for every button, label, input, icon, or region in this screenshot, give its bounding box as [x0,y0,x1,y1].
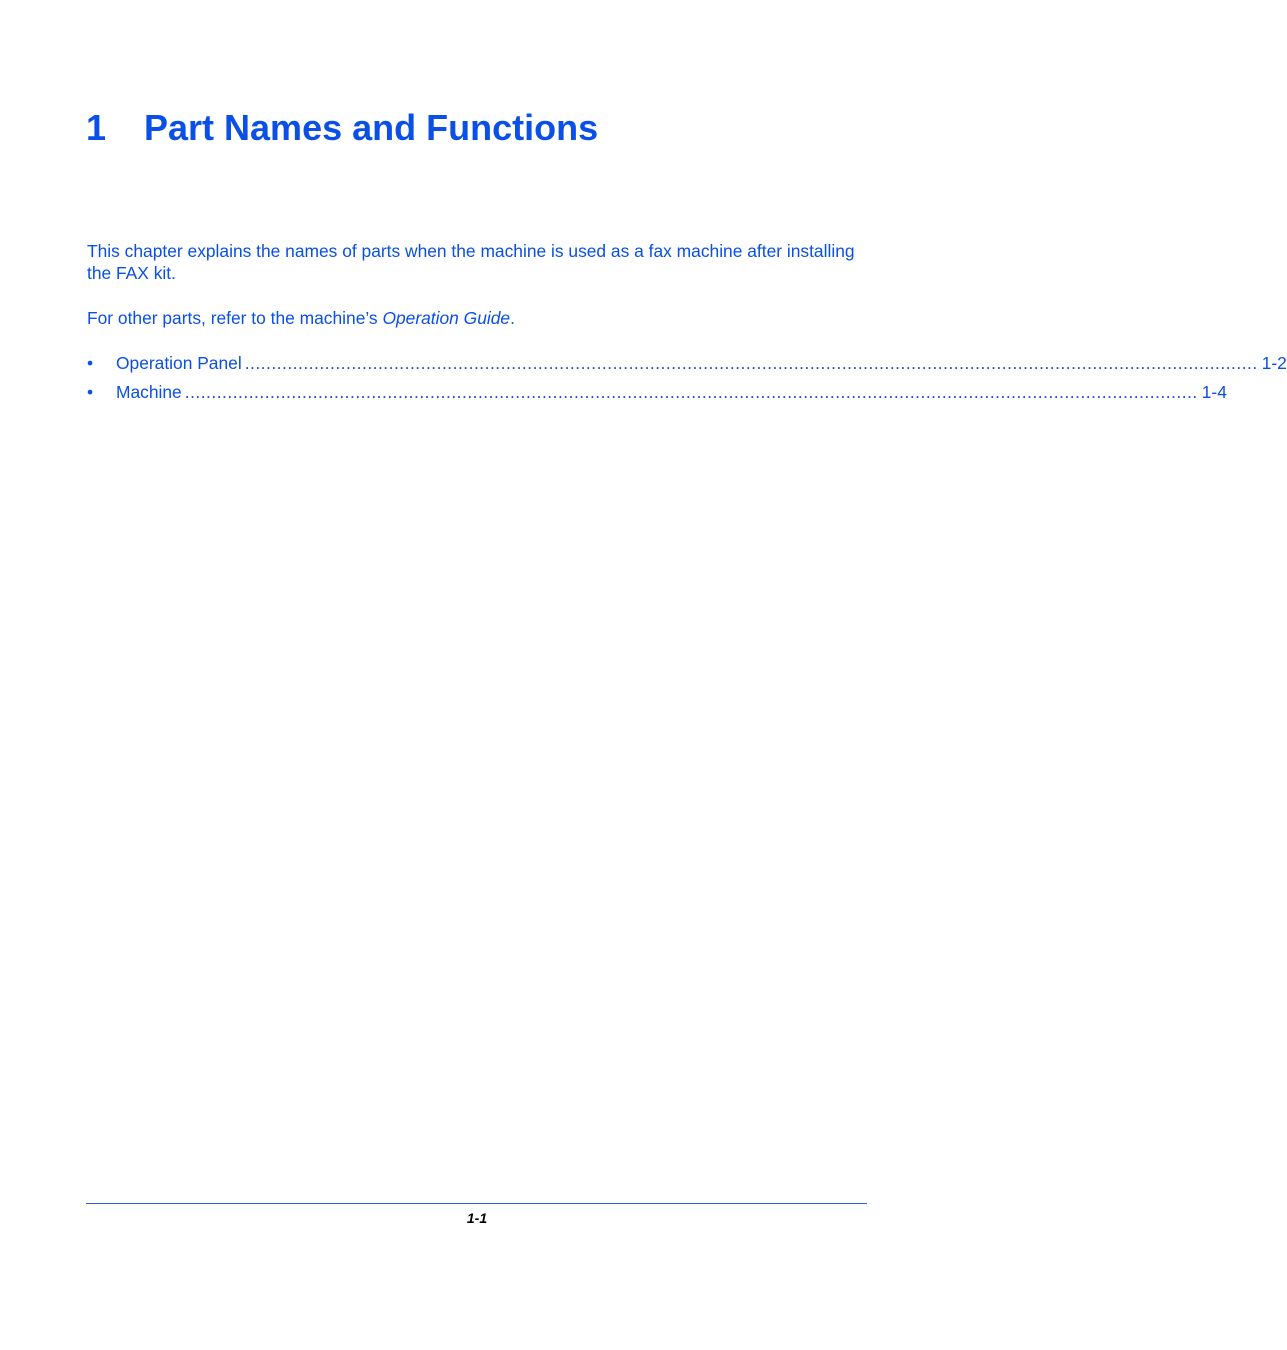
chapter-title-text: Part Names and Functions [144,107,599,148]
toc-item-operation-panel[interactable] [87,352,1287,374]
toc-dot-leader: .............................................................................................................................................................................................. [184,382,1198,402]
toc-item-label[interactable]: Operation Panel [116,353,242,373]
intro-paragraph-2-text: For other parts, refer to the machine’s [87,308,383,328]
toc-item-page[interactable]: 1-4 [1201,382,1227,402]
toc-dot-leader: .............................................................................................................................................................................................. [244,353,1258,373]
toc-item-machine[interactable] [87,381,1227,403]
bullet-icon: • [87,353,94,373]
chapter-title [86,104,598,152]
footer-divider [86,1203,867,1204]
toc-item-page[interactable]: 1-2 [1261,353,1287,373]
intro-paragraph-2 [87,307,867,329]
intro-paragraph-1: This chapter explains the names of parts when the machine is used as a fax machine after installing the FAX kit. [87,241,855,283]
operation-guide-reference: Operation Guide [382,308,511,328]
intro-paragraph-2-end: . [510,308,515,328]
chapter-number: 1 [86,107,107,148]
page-number: 1-1 [466,1210,488,1226]
toc-item-label[interactable]: Machine [116,382,182,402]
bullet-icon: • [87,382,94,402]
